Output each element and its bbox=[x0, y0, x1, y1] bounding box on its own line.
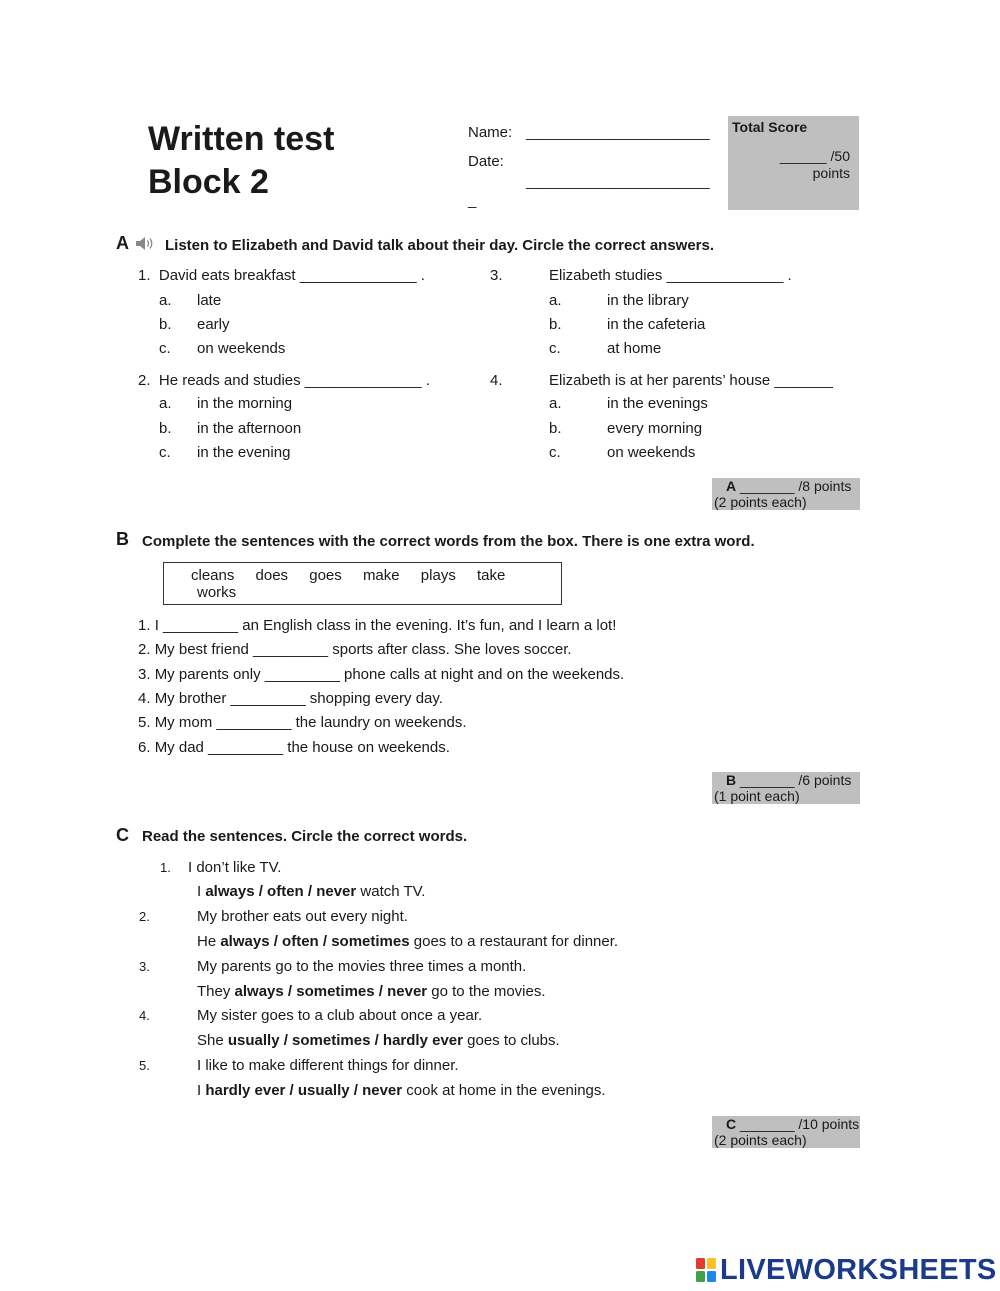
option-letter: b. bbox=[159, 420, 172, 437]
question-2 bbox=[138, 372, 430, 389]
points-letter: C bbox=[726, 1116, 737, 1132]
b-sentence-6[interactable] bbox=[138, 739, 450, 756]
option-letter: c. bbox=[159, 444, 171, 461]
word-box-word: goes bbox=[309, 567, 342, 584]
option-2a[interactable]: in the morning bbox=[197, 395, 293, 412]
c-item-number: 2. bbox=[139, 909, 150, 924]
word-box-word: plays bbox=[420, 567, 456, 584]
section-a-letter: A bbox=[116, 233, 129, 253]
liveworksheets-logo-icon bbox=[696, 1258, 716, 1282]
liveworksheets-logo-text: LIVEWORKSHEETS bbox=[720, 1254, 997, 1286]
c-item-2-choices[interactable]: always / often / sometimes bbox=[220, 933, 410, 950]
option-3c[interactable]: at home bbox=[607, 340, 662, 357]
question-number: 1. bbox=[138, 267, 151, 284]
liveworksheets-logo[interactable] bbox=[696, 1254, 997, 1286]
section-a-points-note: (2 points each) bbox=[714, 494, 807, 510]
question-number: 4. bbox=[490, 372, 503, 389]
section-c-points-field[interactable]: _______ /10 points bbox=[740, 1116, 860, 1132]
total-score-label: Total Score bbox=[732, 119, 808, 135]
c-item-5-choices[interactable]: hardly ever / usually / never bbox=[205, 1082, 403, 1099]
c-item-2-prompt: My brother eats out every night. bbox=[197, 908, 408, 925]
word-box-word: does bbox=[255, 567, 289, 584]
option-4b[interactable]: every morning bbox=[607, 420, 703, 437]
option-1a[interactable]: late bbox=[197, 292, 222, 309]
section-a-points-field[interactable]: _______ /8 points bbox=[740, 478, 852, 494]
question-text: He reads and studies ______________ . bbox=[158, 372, 430, 389]
option-3a[interactable]: in the library bbox=[607, 292, 689, 309]
sentence-number: 2. bbox=[138, 641, 151, 658]
c-item-5-prompt: I like to make different things for dinner. bbox=[197, 1057, 459, 1074]
option-letter: b. bbox=[549, 420, 562, 437]
sentence-text: My brother _________ shopping every day. bbox=[154, 690, 443, 707]
b-sentence-1[interactable] bbox=[138, 617, 616, 634]
c-item-4-answer: She usually / sometimes / hardly ever goes to clubs. bbox=[197, 1032, 560, 1049]
section-c-instruction: Read the sentences. Circle the correct words. bbox=[142, 828, 468, 845]
option-letter: a. bbox=[159, 292, 172, 309]
title-line-2: Block 2 bbox=[148, 163, 269, 201]
question-number: 2. bbox=[138, 372, 151, 389]
c-item-2-answer: He always / often / sometimes goes to a restaurant for dinner. bbox=[197, 933, 619, 950]
option-3b[interactable]: in the cafeteria bbox=[607, 316, 706, 333]
c-item-3-choices[interactable]: always / sometimes / never bbox=[234, 983, 428, 1000]
speaker-icon[interactable] bbox=[135, 236, 155, 255]
c-item-4-choices[interactable]: usually / sometimes / hardly ever bbox=[227, 1032, 463, 1049]
option-2b[interactable]: in the afternoon bbox=[197, 420, 302, 437]
sentence-number: 6. bbox=[138, 739, 151, 756]
option-letter: a. bbox=[549, 292, 562, 309]
total-score-blank[interactable]: ______ /50 bbox=[779, 148, 850, 164]
c-item-number: 3. bbox=[139, 959, 150, 974]
section-b-letter: B bbox=[116, 529, 129, 549]
total-score-value bbox=[780, 148, 850, 182]
sentence-number: 5. bbox=[138, 714, 151, 731]
option-letter: c. bbox=[549, 444, 561, 461]
c-item-3-answer: They always / sometimes / never go to the movies. bbox=[197, 983, 546, 1000]
worksheet-title bbox=[148, 118, 334, 204]
section-c-points-note: (2 points each) bbox=[714, 1132, 807, 1148]
total-score-box bbox=[728, 116, 859, 210]
option-letter: b. bbox=[549, 316, 562, 333]
sentence-number: 4. bbox=[138, 690, 151, 707]
option-2c[interactable]: in the evening bbox=[197, 444, 291, 461]
word-box-word: cleans bbox=[191, 567, 235, 584]
option-letter: b. bbox=[159, 316, 172, 333]
c-item-number: 4. bbox=[139, 1008, 150, 1023]
section-b-points-note: (1 point each) bbox=[714, 788, 800, 804]
b-sentence-2[interactable] bbox=[138, 641, 572, 658]
b-sentence-3[interactable] bbox=[138, 666, 624, 683]
date-field[interactable]: ______________________ bbox=[526, 173, 710, 190]
sentence-text: My mom _________ the laundry on weekends. bbox=[154, 714, 467, 731]
word-box-word: make bbox=[362, 567, 400, 584]
option-letter: a. bbox=[549, 395, 562, 412]
section-b-instruction: Complete the sentences with the correct words from the box. There is one extra word. bbox=[142, 533, 755, 550]
c-item-3-prompt: My parents go to the movies three times a month. bbox=[197, 958, 527, 975]
question-4-text: Elizabeth is at her parents’ house _______ bbox=[549, 372, 833, 389]
option-letter: c. bbox=[159, 340, 171, 357]
c-item-4-prompt: My sister goes to a club about once a year. bbox=[197, 1007, 483, 1024]
c-item-1-answer: I always / often / never watch TV. bbox=[197, 883, 426, 900]
question-number: 3. bbox=[490, 267, 503, 284]
option-4c[interactable]: on weekends bbox=[607, 444, 696, 461]
option-letter: a. bbox=[159, 395, 172, 412]
name-field[interactable]: ______________________ bbox=[526, 124, 710, 141]
points-letter: A bbox=[726, 478, 737, 494]
total-score-unit: points bbox=[812, 165, 850, 181]
word-box bbox=[163, 562, 562, 605]
question-1 bbox=[138, 267, 425, 284]
sentence-text: I _________ an English class in the evening. It’s fun, and I learn a lot! bbox=[154, 617, 617, 634]
section-b-points-field[interactable]: _______ /6 points bbox=[740, 772, 852, 788]
sentence-text: My parents only _________ phone calls at night and on the weekends. bbox=[154, 666, 625, 683]
name-label: Name: bbox=[468, 124, 513, 141]
option-1b[interactable]: early bbox=[197, 316, 230, 333]
question-text: David eats breakfast ______________ . bbox=[158, 267, 425, 284]
sentence-text: My best friend _________ sports after class. She loves soccer. bbox=[154, 641, 572, 658]
option-1c[interactable]: on weekends bbox=[197, 340, 286, 357]
section-a-instruction: Listen to Elizabeth and David talk about their day. Circle the correct answers. bbox=[165, 237, 715, 254]
c-item-1-prompt: I don’t like TV. bbox=[188, 859, 282, 876]
word-box-word: take bbox=[477, 567, 506, 584]
date-label: Date: bbox=[468, 153, 504, 170]
b-sentence-5[interactable] bbox=[138, 714, 467, 731]
sentence-number: 1. bbox=[138, 617, 151, 634]
c-item-1-choices[interactable]: always / often / never bbox=[205, 883, 357, 900]
section-b-points-box bbox=[712, 772, 860, 804]
sentence-number: 3. bbox=[138, 666, 151, 683]
option-4a[interactable]: in the evenings bbox=[607, 395, 708, 412]
c-item-5-answer: I hardly ever / usually / never cook at home in the evenings. bbox=[197, 1082, 606, 1099]
b-sentence-4[interactable] bbox=[138, 690, 443, 707]
section-c-points-box bbox=[712, 1116, 860, 1148]
c-item-number: 1. bbox=[160, 860, 171, 875]
section-a-points-box bbox=[712, 478, 860, 510]
question-3-text: Elizabeth studies ______________ . bbox=[549, 267, 792, 284]
option-letter: c. bbox=[549, 340, 561, 357]
c-item-number: 5. bbox=[139, 1058, 150, 1073]
points-letter: B bbox=[726, 772, 737, 788]
sentence-text: My dad _________ the house on weekends. bbox=[154, 739, 450, 756]
word-box-word: works bbox=[197, 584, 237, 601]
title-line-1: Written test bbox=[148, 120, 335, 158]
section-c-letter: C bbox=[116, 825, 129, 845]
date-field-tail: _ bbox=[468, 192, 477, 209]
